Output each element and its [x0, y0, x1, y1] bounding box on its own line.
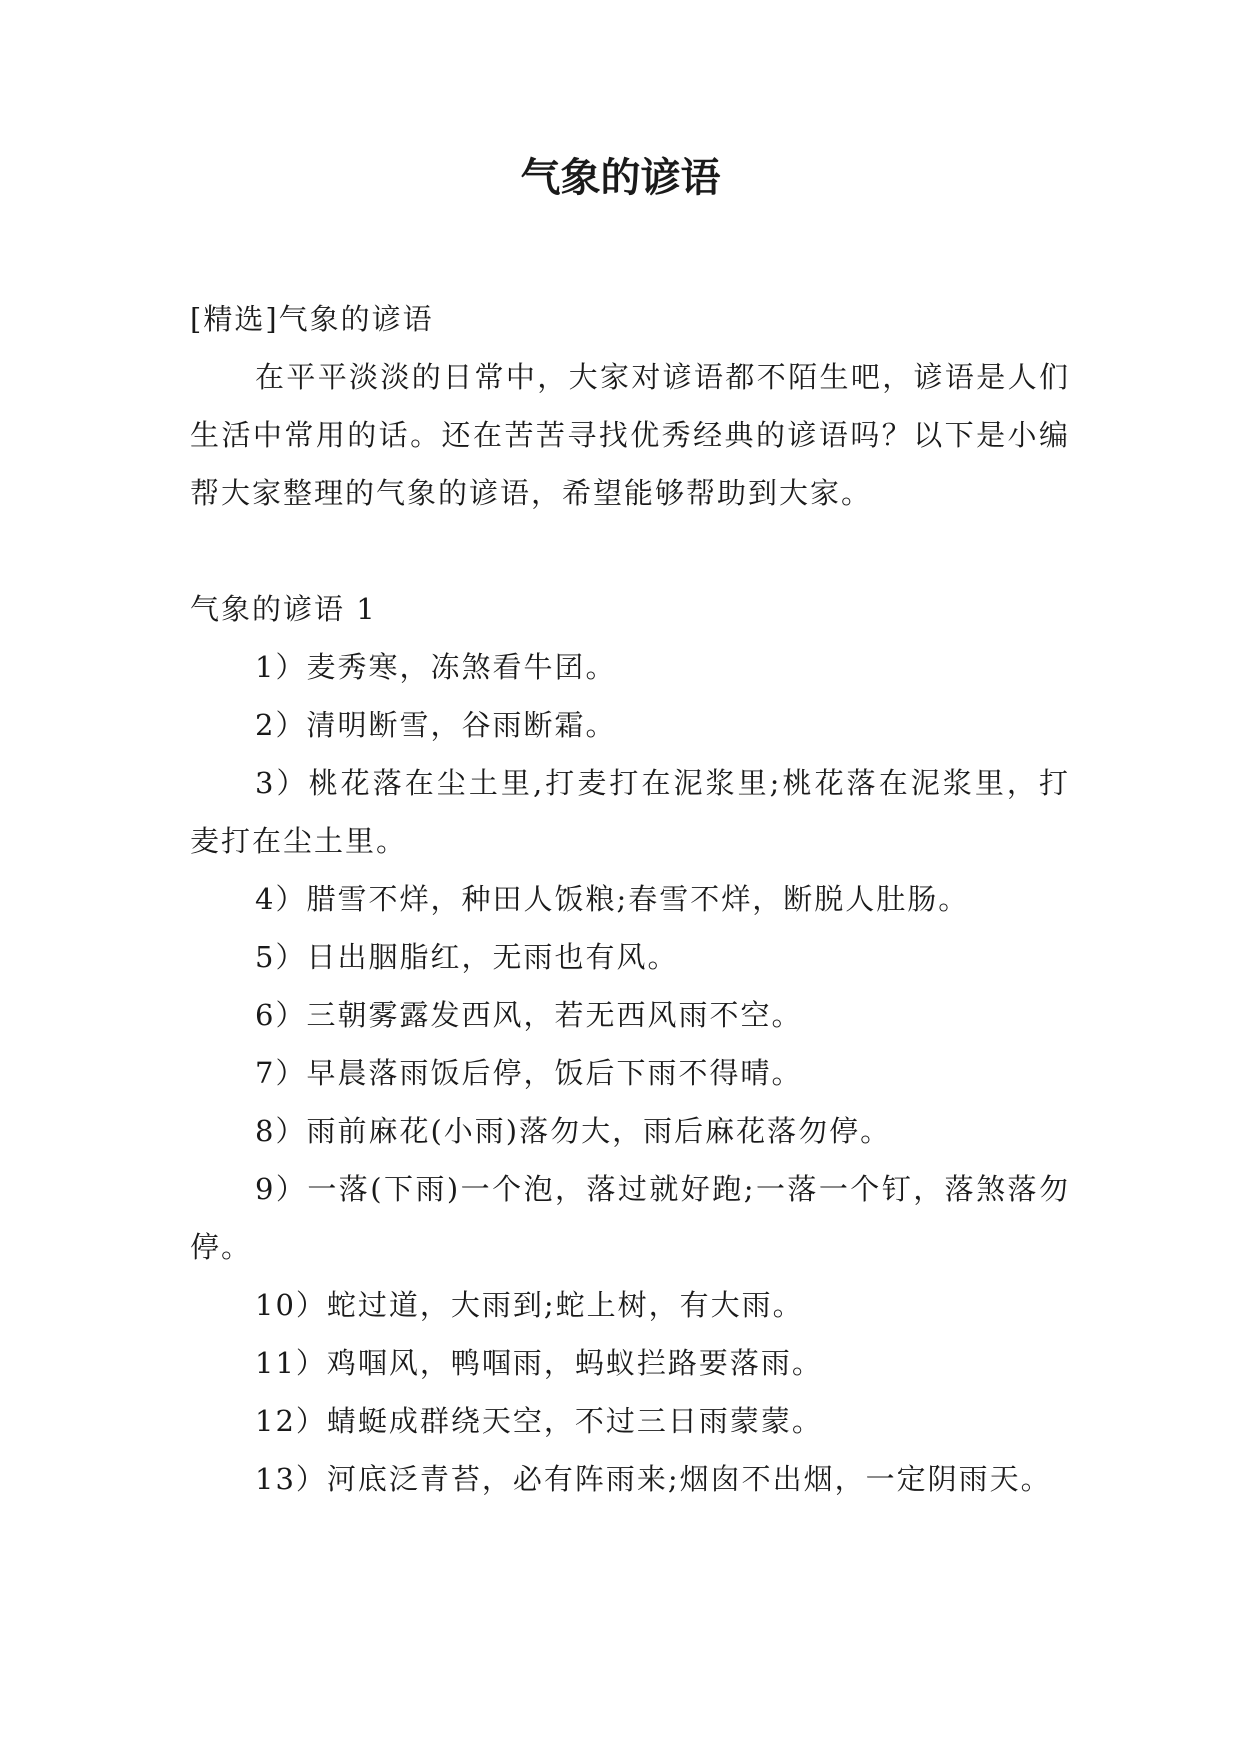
proverb-item: 10）蛇过道，大雨到;蛇上树，有大雨。: [255, 1288, 804, 1322]
section-heading: 气象的谚语 1: [190, 592, 377, 626]
proverb-item: 3）桃花落在尘土里,打麦打在泥浆里;桃花落在泥浆里，打麦打在尘土里。: [190, 766, 1070, 858]
document-body: [190, 290, 1070, 1508]
intro-paragraph: 在平平淡淡的日常中，大家对谚语都不陌生吧，谚语是人们生活中常用的话。还在苦苦寻找优秀经典的谚语吗？以下是小编帮大家整理的气象的谚语，希望能够帮助到大家。: [190, 360, 1070, 510]
proverb-item: 4）腊雪不烊，种田人饭粮;春雪不烊，断脱人肚肠。: [255, 882, 970, 916]
proverb-item: 1）麦秀寒，冻煞看牛囝。: [255, 650, 617, 684]
proverb-item: 2）清明断雪，谷雨断霜。: [255, 708, 617, 742]
document-title: 气象的谚语: [520, 155, 721, 201]
proverb-item: 7）早晨落雨饭后停，饭后下雨不得晴。: [255, 1056, 803, 1090]
proverb-item: 12）蜻蜓成群绕天空，不过三日雨蒙蒙。: [255, 1404, 823, 1438]
proverb-item: 6）三朝雾露发西风，若无西风雨不空。: [255, 998, 803, 1032]
proverb-item: 5）日出胭脂红，无雨也有风。: [255, 940, 679, 974]
proverb-item: 9）一落(下雨)一个泡，落过就好跑;一落一个钉，落煞落勿停。: [190, 1172, 1070, 1264]
proverb-item: 11）鸡啯风，鸭啯雨，蚂蚁拦路要落雨。: [255, 1346, 823, 1380]
document-subtitle: [精选]气象的谚语: [190, 302, 434, 336]
proverb-item: 13）河底泛青苔，必有阵雨来;烟囱不出烟，一定阴雨天。: [255, 1462, 1052, 1496]
proverb-item: 8）雨前麻花(小雨)落勿大，雨后麻花落勿停。: [255, 1114, 892, 1148]
paragraph-gap: [190, 522, 1070, 580]
